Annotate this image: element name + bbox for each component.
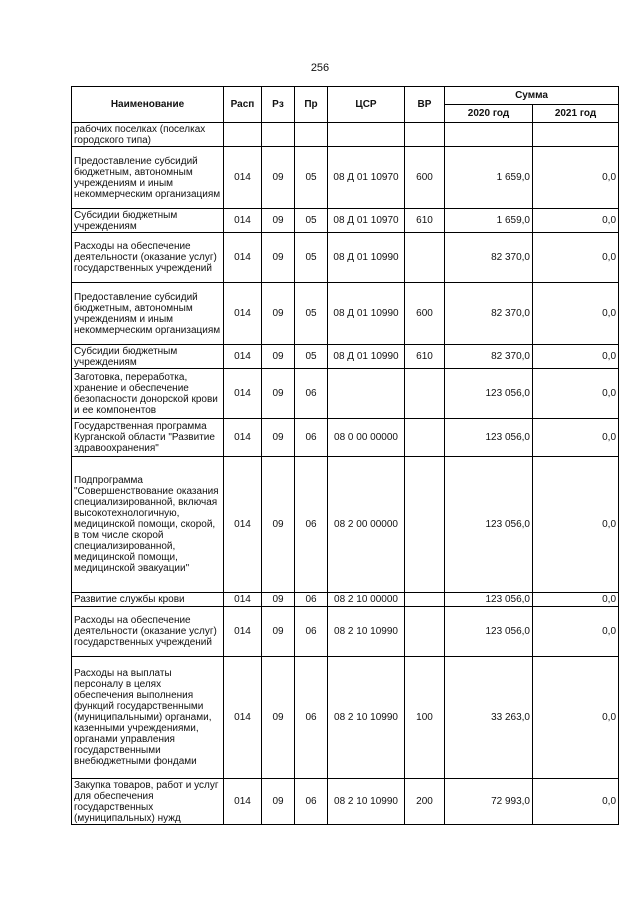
- cell-csr: 08 2 10 00000: [328, 593, 405, 607]
- cell-vr: 200: [405, 779, 445, 825]
- cell-sum-2021: 0,0: [533, 779, 619, 825]
- cell-name: Заготовка, переработка, хранение и обеспечение безопасности донорской крови и ее компонентов: [72, 369, 224, 419]
- cell-csr: 08 2 10 10990: [328, 657, 405, 779]
- cell-name: Субсидии бюджетным учреждениям: [72, 345, 224, 369]
- header-sum: Сумма: [445, 87, 619, 105]
- cell-name: Расходы на выплаты персоналу в целях обеспечения выполнения функций государственными (муниципальными) органами, казенными учреждениями, органами управления государственными внебюджетными фондами: [72, 657, 224, 779]
- cell-vr: [405, 457, 445, 593]
- cell-vr: [405, 233, 445, 283]
- cell-pr: 06: [295, 419, 328, 457]
- cell-pr: 05: [295, 147, 328, 209]
- cell-sum-2021: 0,0: [533, 369, 619, 419]
- cell-rz: 09: [262, 779, 295, 825]
- table-row: [72, 593, 619, 607]
- cell-csr: 08 Д 01 10970: [328, 147, 405, 209]
- cell-sum-2021: [533, 123, 619, 147]
- header-year-2021: 2021 год: [533, 105, 619, 123]
- cell-sum-2021: 0,0: [533, 419, 619, 457]
- cell-sum-2020: 82 370,0: [445, 283, 533, 345]
- table-row: [72, 457, 619, 593]
- cell-pr: 06: [295, 779, 328, 825]
- cell-rz: 09: [262, 209, 295, 233]
- cell-sum-2021: 0,0: [533, 283, 619, 345]
- cell-rz: 09: [262, 419, 295, 457]
- header-name: Наименование: [72, 87, 224, 123]
- cell-rasp: 014: [224, 457, 262, 593]
- cell-pr: 05: [295, 345, 328, 369]
- cell-pr: [295, 123, 328, 147]
- cell-vr: [405, 369, 445, 419]
- cell-rz: 09: [262, 345, 295, 369]
- cell-csr: [328, 369, 405, 419]
- cell-csr: 08 2 10 10990: [328, 607, 405, 657]
- cell-sum-2020: 123 056,0: [445, 593, 533, 607]
- cell-sum-2021: 0,0: [533, 233, 619, 283]
- cell-name: Предоставление субсидий бюджетным, автономным учреждениям и иным некоммерческим организациям: [72, 147, 224, 209]
- table-row: [72, 233, 619, 283]
- cell-rz: 09: [262, 657, 295, 779]
- cell-sum-2021: 0,0: [533, 593, 619, 607]
- cell-sum-2020: 123 056,0: [445, 419, 533, 457]
- cell-sum-2021: 0,0: [533, 457, 619, 593]
- cell-vr: 610: [405, 345, 445, 369]
- cell-csr: 08 Д 01 10970: [328, 209, 405, 233]
- cell-sum-2021: 0,0: [533, 657, 619, 779]
- table-body: [72, 123, 619, 825]
- budget-table: [71, 86, 619, 825]
- cell-sum-2020: 1 659,0: [445, 147, 533, 209]
- cell-sum-2021: 0,0: [533, 607, 619, 657]
- cell-name: Государственная программа Курганской области "Развитие здравоохранения": [72, 419, 224, 457]
- cell-pr: 05: [295, 283, 328, 345]
- table-row: [72, 345, 619, 369]
- cell-pr: 06: [295, 657, 328, 779]
- table-row: [72, 657, 619, 779]
- cell-rasp: 014: [224, 779, 262, 825]
- cell-pr: 06: [295, 457, 328, 593]
- cell-vr: [405, 419, 445, 457]
- cell-name: Предоставление субсидий бюджетным, автономным учреждениям и иным некоммерческим организациям: [72, 283, 224, 345]
- page-number: 256: [310, 62, 330, 74]
- cell-csr: 08 2 10 10990: [328, 779, 405, 825]
- cell-rasp: 014: [224, 283, 262, 345]
- header-rasp: Расп: [224, 87, 262, 123]
- header-year-2020: 2020 год: [445, 105, 533, 123]
- cell-vr: [405, 593, 445, 607]
- header-vr: ВР: [405, 87, 445, 123]
- cell-rz: 09: [262, 369, 295, 419]
- header-rz: Рз: [262, 87, 295, 123]
- cell-name: рабочих поселках (поселках городского типа): [72, 123, 224, 147]
- cell-pr: 06: [295, 369, 328, 419]
- cell-rz: [262, 123, 295, 147]
- cell-rasp: 014: [224, 657, 262, 779]
- table-row: [72, 283, 619, 345]
- cell-rasp: 014: [224, 607, 262, 657]
- cell-csr: 08 Д 01 10990: [328, 345, 405, 369]
- cell-rasp: 014: [224, 369, 262, 419]
- cell-sum-2020: 82 370,0: [445, 345, 533, 369]
- cell-sum-2020: 33 263,0: [445, 657, 533, 779]
- table-row: [72, 209, 619, 233]
- cell-rasp: 014: [224, 233, 262, 283]
- cell-pr: 05: [295, 233, 328, 283]
- cell-rz: 09: [262, 607, 295, 657]
- cell-name: Развитие службы крови: [72, 593, 224, 607]
- cell-sum-2020: 123 056,0: [445, 607, 533, 657]
- cell-vr: [405, 123, 445, 147]
- cell-name: Расходы на обеспечение деятельности (оказание услуг) государственных учреждений: [72, 233, 224, 283]
- cell-rasp: 014: [224, 345, 262, 369]
- cell-vr: 600: [405, 147, 445, 209]
- cell-csr: 08 0 00 00000: [328, 419, 405, 457]
- cell-rz: 09: [262, 457, 295, 593]
- cell-sum-2020: 72 993,0: [445, 779, 533, 825]
- cell-name: Субсидии бюджетным учреждениям: [72, 209, 224, 233]
- cell-pr: 05: [295, 209, 328, 233]
- cell-rasp: 014: [224, 147, 262, 209]
- cell-rasp: 014: [224, 419, 262, 457]
- cell-sum-2021: 0,0: [533, 147, 619, 209]
- cell-csr: 08 Д 01 10990: [328, 283, 405, 345]
- cell-sum-2021: 0,0: [533, 209, 619, 233]
- cell-csr: 08 2 00 00000: [328, 457, 405, 593]
- cell-csr: [328, 123, 405, 147]
- cell-rasp: [224, 123, 262, 147]
- cell-sum-2020: 82 370,0: [445, 233, 533, 283]
- cell-sum-2020: 1 659,0: [445, 209, 533, 233]
- cell-rz: 09: [262, 147, 295, 209]
- header-csr: ЦСР: [328, 87, 405, 123]
- table-row: [72, 147, 619, 209]
- cell-sum-2020: [445, 123, 533, 147]
- table-row: [72, 419, 619, 457]
- cell-rasp: 014: [224, 209, 262, 233]
- cell-pr: 06: [295, 593, 328, 607]
- cell-csr: 08 Д 01 10990: [328, 233, 405, 283]
- cell-rz: 09: [262, 283, 295, 345]
- cell-sum-2021: 0,0: [533, 345, 619, 369]
- cell-vr: 600: [405, 283, 445, 345]
- table-row: [72, 779, 619, 825]
- table-row: [72, 607, 619, 657]
- cell-name: Расходы на обеспечение деятельности (оказание услуг) государственных учреждений: [72, 607, 224, 657]
- cell-name: Подпрограмма "Совершенствование оказания специализированной, включая высокотехнологичную, медицинской помощи, скорой, в том числе скорой специализированной, медицинской помощи, медицинской эвакуации": [72, 457, 224, 593]
- cell-vr: 610: [405, 209, 445, 233]
- cell-sum-2020: 123 056,0: [445, 369, 533, 419]
- cell-rz: 09: [262, 593, 295, 607]
- cell-rasp: 014: [224, 593, 262, 607]
- cell-rz: 09: [262, 233, 295, 283]
- cell-vr: [405, 607, 445, 657]
- table-row: [72, 123, 619, 147]
- header-pr: Пр: [295, 87, 328, 123]
- cell-vr: 100: [405, 657, 445, 779]
- table-row: [72, 369, 619, 419]
- cell-sum-2020: 123 056,0: [445, 457, 533, 593]
- cell-name: Закупка товаров, работ и услуг для обеспечения государственных (муниципальных) нужд: [72, 779, 224, 825]
- cell-pr: 06: [295, 607, 328, 657]
